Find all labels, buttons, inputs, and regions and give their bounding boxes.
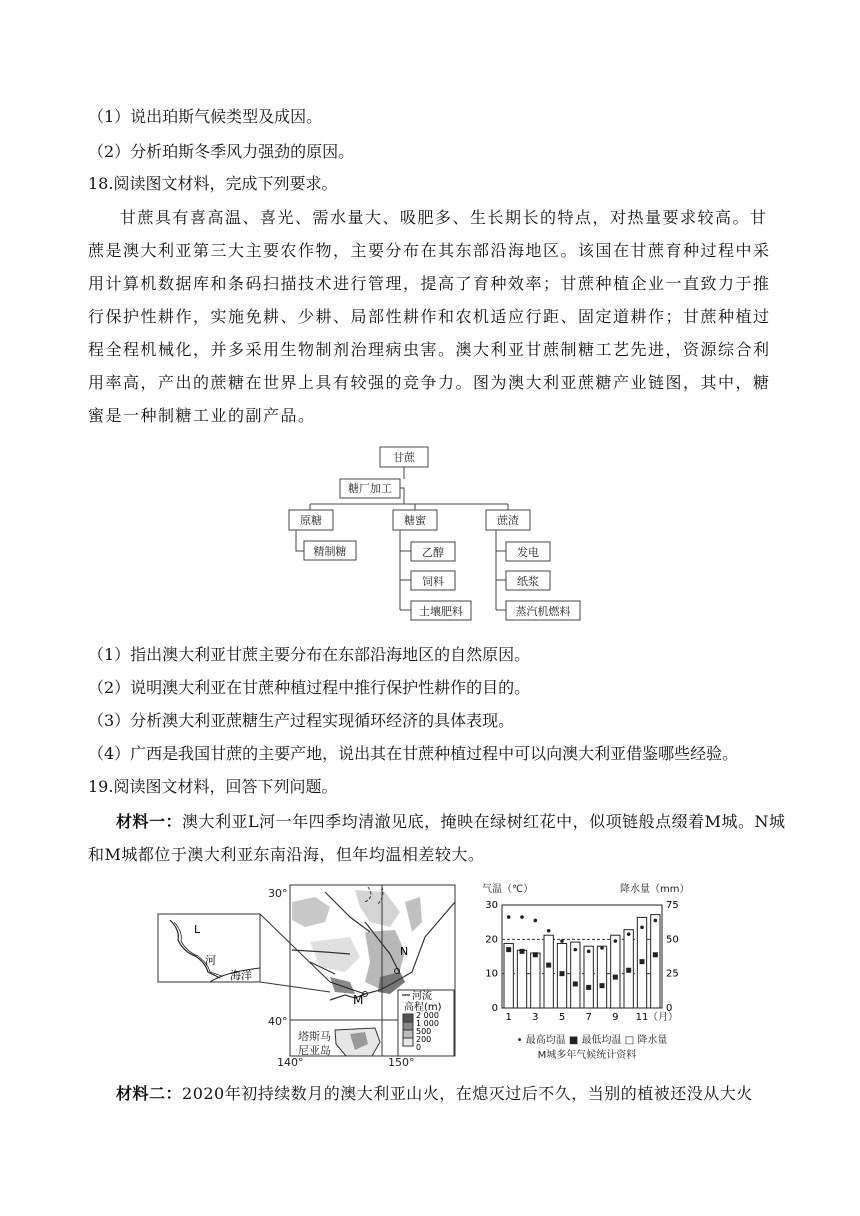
- max-temp-point: [507, 915, 511, 919]
- ytick-right-label: 50: [666, 934, 679, 946]
- max-temp-point: [614, 939, 618, 943]
- q18-sub3: （3）分析澳大利亚蔗糖生产过程实现循环经济的具体表现。: [88, 711, 515, 730]
- legend-river: 河流: [412, 991, 432, 1002]
- min-temp-point: [586, 985, 591, 990]
- xtick-label: 7: [585, 1012, 592, 1023]
- min-temp-point: [626, 968, 631, 973]
- q17-sub1: （1）说出珀斯气候类型及成因。: [88, 107, 323, 126]
- sugar-industry-chain-diagram: [280, 442, 590, 626]
- legend-text: [517, 1033, 668, 1046]
- precip-bar: [584, 946, 593, 1008]
- flow-c2: 纸浆: [517, 575, 539, 588]
- m-city-climate-chart: [472, 880, 712, 1070]
- legend-level-0: 2 000: [416, 1011, 439, 1020]
- map-legend: [398, 989, 454, 1056]
- max-temp-point: [640, 926, 644, 930]
- xtick-label: 11: [635, 1012, 649, 1023]
- xtick-label: 3: [532, 1012, 539, 1023]
- min-temp-point: [600, 983, 605, 988]
- q17-sub2: （2）分析珀斯冬季风力强劲的原因。: [88, 142, 355, 161]
- min-temp-point: [640, 959, 645, 964]
- precip-bar: [651, 915, 660, 1008]
- legend-item-min: ■ 最低均温: [568, 1035, 622, 1046]
- min-temp-point: [573, 981, 578, 986]
- max-temp-point: [627, 932, 631, 936]
- precip-bar: [571, 942, 580, 1008]
- max-temp-point: [587, 950, 591, 954]
- min-temp-point: [613, 975, 618, 980]
- ytick-right-label: 25: [666, 968, 679, 980]
- ytick-left-label: 30: [485, 900, 498, 911]
- island-label-2: 尼亚岛: [298, 1044, 331, 1057]
- max-temp-point: [600, 946, 604, 950]
- lon-150-label: 150°: [388, 1056, 415, 1069]
- lon-140-label: 140°: [277, 1056, 304, 1069]
- min-temp-point: [506, 947, 511, 952]
- flow-a1: 精制糖: [313, 545, 347, 558]
- legend-level-3: 200: [416, 1035, 432, 1044]
- material-1-text: 澳大利亚L河一年四季均清澈见底，掩映在绿树红花中，似项链般点缀着M城。N城和M城都位于澳大利亚东南沿海，但年均温相差较大。: [88, 812, 786, 864]
- q19-heading: 19.阅读图文材料，回答下列问题。: [88, 777, 338, 796]
- legend-elev: 高程(m): [404, 1002, 442, 1013]
- city-n-label: N: [400, 945, 409, 958]
- flow-c3: 蒸汽机燃料: [515, 605, 571, 618]
- q18-heading: 18.阅读图文材料，完成下列要求。: [88, 174, 338, 193]
- q18-sub4: （4）广西是我国甘蔗的主要产地，说出其在甘蔗种植过程中可以向澳大利亚借鉴哪些经验。: [88, 744, 739, 763]
- q18-sub2: （2）说明澳大利亚在甘蔗种植过程中推行保护性耕作的目的。: [88, 678, 531, 697]
- precip-bar: [504, 943, 513, 1008]
- precip-bar: [544, 935, 553, 1008]
- precip-bar: [597, 946, 606, 1008]
- flow-a: 原糖: [300, 514, 322, 527]
- min-temp-point: [560, 971, 565, 976]
- material-2-label: 材料二：: [116, 1084, 183, 1103]
- max-temp-point: [560, 939, 564, 943]
- material-2: [88, 1077, 788, 1110]
- island-label-1: 塔斯马: [298, 1030, 331, 1043]
- legend-level-1: 1 000: [416, 1019, 439, 1028]
- max-temp-point: [520, 915, 524, 919]
- flow-b3: 土壤肥料: [419, 605, 463, 618]
- flow-root: 甘蔗: [393, 451, 415, 464]
- ytick-left-label: 10: [485, 968, 498, 980]
- flow-b2: 饲料: [422, 575, 444, 588]
- material-2-text: 2020年初持续数月的澳大利亚山火，在熄灭过后不久，当别的植被还没从大火: [182, 1084, 753, 1103]
- chart-title: M城多年气候统计资料: [537, 1050, 637, 1061]
- lat-40-label: 40°: [268, 1015, 288, 1028]
- min-temp-point: [653, 952, 658, 957]
- precip-bar: [611, 935, 620, 1008]
- legend-item-precip: □ 降水量: [624, 1035, 668, 1046]
- flow-b: 糖蜜: [404, 514, 426, 527]
- max-temp-point: [574, 948, 578, 952]
- ylabel-right: 降水量（mm）: [620, 884, 690, 895]
- q18-paragraph: 甘蔗具有喜高温、喜光、需水量大、吸肥多、生长期长的特点，对热量要求较高。甘蔗是澳大利亚第三大主要农作物，主要分布在其东部沿海地区。该国在甘蔗育种过程中采用计算机数据库和条码扫描技术进行管理，提高了育种效率；甘蔗种植企业一直致力于推行保护性耕作，实施免耕、少耕、局部性耕作和农机适应行距、固定道耕作；甘蔗种植过程全程机械化，并多采用生物制剂治理病虫害。澳大利亚甘蔗制糖工艺先进，资源综合利用率高，产出的蔗糖在世界上具有较强的竞争力。图为澳大利亚蔗糖产业链图，其中，糖蜜是一种制糖工业的副产品。: [88, 208, 771, 425]
- xtick-label: 9: [612, 1012, 619, 1023]
- lat-30-label: 30°: [268, 887, 288, 900]
- ytick-right-label: 0: [666, 1003, 673, 1014]
- precip-bar: [517, 950, 526, 1008]
- xtick-label: 1: [505, 1012, 512, 1023]
- min-temp-point: [520, 949, 525, 954]
- max-temp-point: [654, 919, 658, 923]
- ytick-left-label: 20: [485, 934, 498, 946]
- min-temp-point: [533, 952, 538, 957]
- max-temp-point: [547, 929, 551, 933]
- inset-l-label: L: [194, 923, 201, 936]
- material-1-label: 材料一：: [116, 812, 183, 831]
- ytick-left-label: 0: [491, 1003, 498, 1014]
- legend-level-2: 500: [416, 1027, 432, 1036]
- material-1: [88, 805, 788, 871]
- inset-river-label: 河: [205, 954, 216, 967]
- precip-bar: [531, 953, 540, 1008]
- ytick-right-label: 75: [666, 900, 679, 911]
- q18-sub1: （1）指出澳大利亚甘蔗主要分布在东部沿海地区的自然原因。: [88, 645, 531, 664]
- legend-level-4: 0: [416, 1043, 422, 1052]
- xtick-label: 5: [558, 1012, 566, 1023]
- ylabel-left: 气温（℃）: [482, 884, 534, 895]
- flow-c1: 发电: [517, 546, 539, 559]
- min-temp-point: [546, 963, 551, 968]
- flow-mid: 糖厂加工: [348, 482, 392, 495]
- legend-item-max: • 最高均温: [516, 1035, 566, 1046]
- max-temp-point: [534, 919, 538, 923]
- city-m-label: M: [353, 993, 364, 1007]
- inset-sea-label: 海洋: [230, 969, 252, 982]
- flow-c: 蔗渣: [497, 514, 519, 527]
- southeast-australia-map: [150, 882, 465, 1070]
- flow-b1: 乙醇: [422, 546, 444, 559]
- xlabel: （月）: [648, 1012, 678, 1023]
